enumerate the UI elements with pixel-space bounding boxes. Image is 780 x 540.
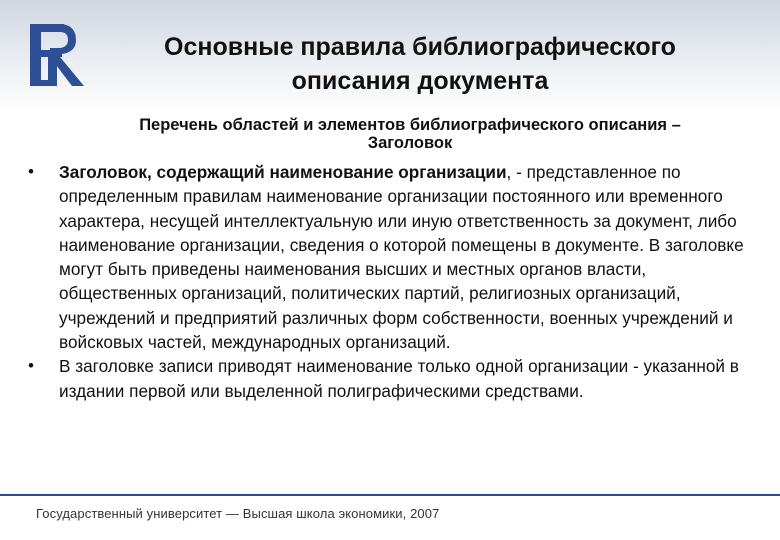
bullet-list <box>28 160 768 403</box>
title-line-2: описания документа <box>291 67 549 95</box>
bullet-1-bold-lead: Заголовок, содержащий наименование организации <box>59 162 507 182</box>
slide-subtitle <box>60 116 760 152</box>
bullet-1-text: , - представленное по определенным правилам наименование организации постоянного или временного характера, несущей интеллектуальную или иную ответственность за документ, либо наименование организации, сведения о которой помещены в документе. В заголовке могут быть приведены наименования высших и местных органов власти, общественных организаций, политических партий, религиозных организаций, учреждений и предприятий различных форм собственности, военных учреждений и войсковых частей, международных организаций. <box>59 162 744 353</box>
hse-logo-icon <box>26 20 88 90</box>
subtitle-line-1: Перечень областей и элементов библиографического описания – <box>139 116 681 134</box>
subtitle-line-2: Заголовок <box>367 134 453 152</box>
bullet-item-2 <box>28 354 768 403</box>
slide-title <box>100 30 740 98</box>
bullet-2-text: В заголовке записи приводят наименование только одной организации - указанной в издании первой или выделенной полиграфическими средствами. <box>59 356 739 401</box>
bullet-icon: • <box>28 162 34 181</box>
footer-divider <box>0 494 780 496</box>
footer-text: Государственный университет — Высшая школа экономики, 2007 <box>36 506 440 521</box>
bullet-icon: • <box>28 356 34 376</box>
bullet-item-1 <box>28 160 768 354</box>
title-line-1: Основные правила библиографического <box>164 33 676 61</box>
